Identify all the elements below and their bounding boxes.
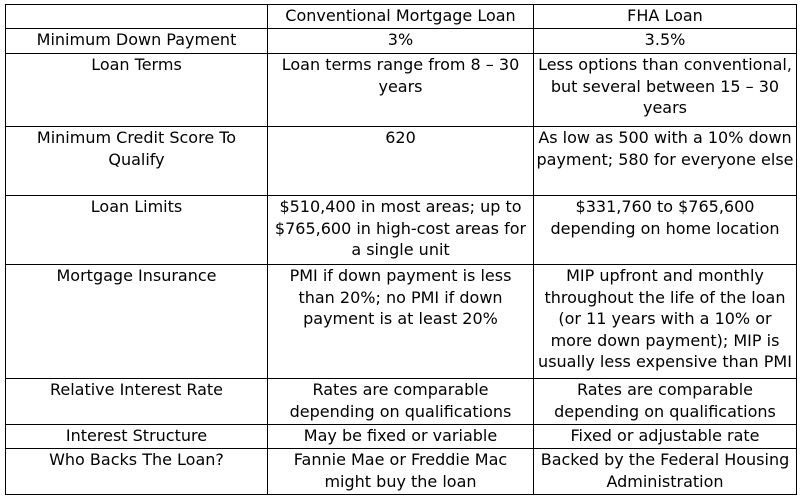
- fha-cell: Rates are comparable depending on qualifications: [534, 379, 797, 425]
- table-row: [6, 425, 797, 449]
- row-label: Interest Structure: [6, 425, 268, 449]
- row-label: Mortgage Insurance: [6, 265, 268, 379]
- header-row: [6, 5, 797, 29]
- table-row: [6, 265, 797, 379]
- table-row: [6, 127, 797, 196]
- conventional-cell: PMI if down payment is less than 20%; no PMI if down payment is at least 20%: [268, 265, 534, 379]
- table-row: [6, 379, 797, 425]
- conventional-cell: 3%: [268, 29, 534, 54]
- row-label: Who Backs The Loan?: [6, 449, 268, 495]
- fha-cell: $331,760 to $765,600 depending on home location: [534, 196, 797, 265]
- conventional-cell: Rates are comparable depending on qualifications: [268, 379, 534, 425]
- fha-cell: 3.5%: [534, 29, 797, 54]
- conventional-cell: May be fixed or variable: [268, 425, 534, 449]
- header-empty-cell: [6, 5, 268, 29]
- row-label: Loan Terms: [6, 54, 268, 127]
- table-row: [6, 29, 797, 54]
- header-fha: FHA Loan: [534, 5, 797, 29]
- row-label: Minimum Down Payment: [6, 29, 268, 54]
- table-row: [6, 54, 797, 127]
- row-label: Loan Limits: [6, 196, 268, 265]
- fha-cell: Less options than conventional, but several between 15 – 30 years: [534, 54, 797, 127]
- conventional-cell: Fannie Mae or Freddie Mac might buy the loan: [268, 449, 534, 495]
- conventional-cell: 620: [268, 127, 534, 196]
- table-row: [6, 196, 797, 265]
- fha-cell: Backed by the Federal Housing Administration: [534, 449, 797, 495]
- conventional-cell: $510,400 in most areas; up to $765,600 in high-cost areas for a single unit: [268, 196, 534, 265]
- row-label: Relative Interest Rate: [6, 379, 268, 425]
- conventional-cell: Loan terms range from 8 – 30 years: [268, 54, 534, 127]
- row-label: Minimum Credit Score To Qualify: [6, 127, 268, 196]
- table-row: [6, 449, 797, 495]
- fha-cell: Fixed or adjustable rate: [534, 425, 797, 449]
- fha-cell: As low as 500 with a 10% down payment; 580 for everyone else: [534, 127, 797, 196]
- header-conventional: Conventional Mortgage Loan: [268, 5, 534, 29]
- fha-cell: MIP upfront and monthly throughout the life of the loan (or 11 years with a 10% or more down payment); MIP is usually less expensive than PMI: [534, 265, 797, 379]
- loan-comparison-table: [5, 4, 797, 495]
